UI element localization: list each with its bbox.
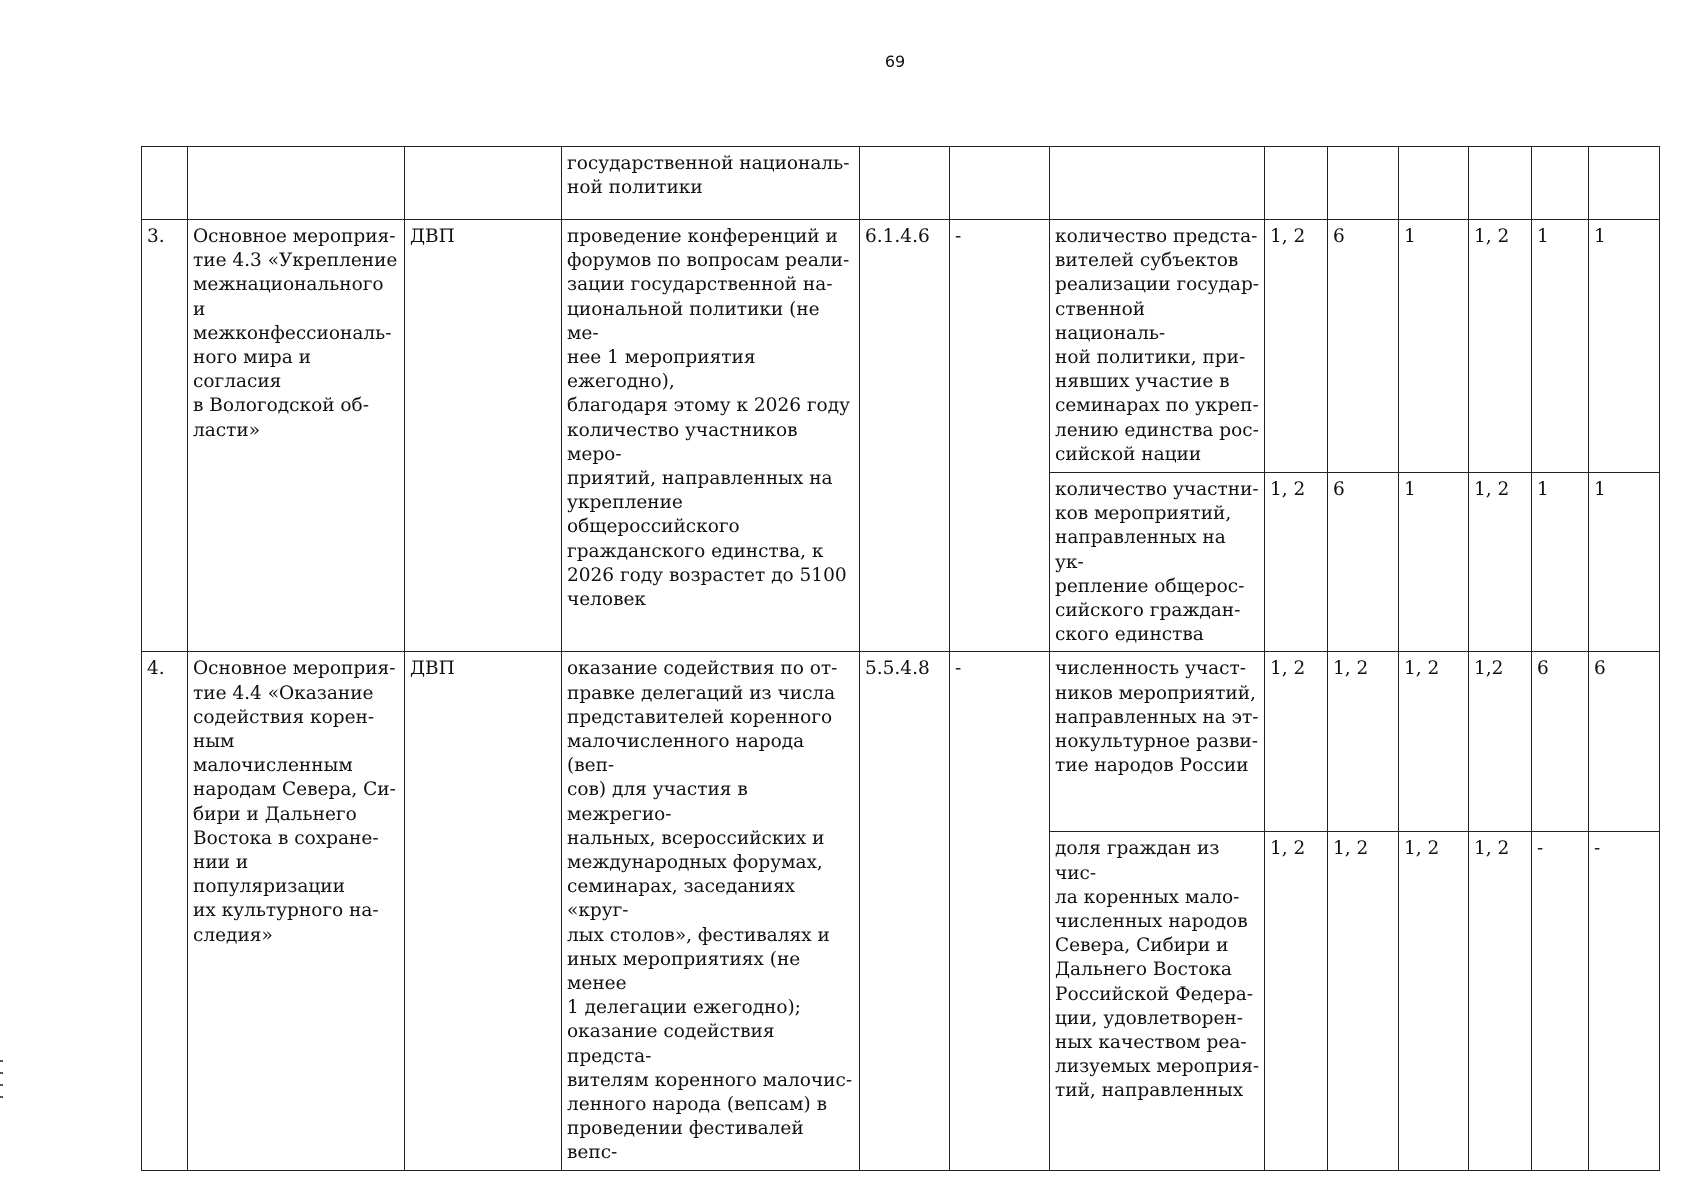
cell-event	[188, 220, 405, 652]
indicator-value: 1,2	[1474, 658, 1504, 680]
cell-num	[142, 147, 188, 220]
scan-mark	[0, 1096, 3, 1098]
indicator-name: численность участ- ников мероприятий, направленных на эт- нокультурное разви- тие народов России	[1055, 658, 1259, 777]
scan-mark	[0, 1084, 3, 1086]
cell-link	[950, 220, 1050, 652]
cell-value	[1265, 473, 1328, 652]
continuation-row	[142, 147, 1660, 220]
cell-description	[562, 220, 860, 652]
cell-indicator	[1050, 832, 1265, 1170]
cell-event	[188, 147, 405, 220]
cell-value	[1328, 220, 1399, 473]
event-name: Основное мероприя- тие 4.4 «Оказание содействия корен- ным малочисленным народам Севера, Си- бири и Дальнего Востока в сохране- нии и популяризации их культурного на- следия»	[193, 658, 396, 946]
cell-description	[562, 147, 860, 220]
event-description: оказание содействия по от- правке делегаций из числа представителей коренного малочисленного народа (веп- сов) для участия в межрегио- нальных, всероссийских и международных форумах, семинарах, заседаниях «круг- лых столов», фестивалях и иных мероприятиях (не менее 1 делегации ежегодно); оказание содействия предста- вителям коренного малочис- ленного народа (вепсам) в проведении фестивалей вепс-	[567, 658, 853, 1164]
indicator-value: 1, 2	[1474, 838, 1510, 860]
indicator-value: 6	[1594, 658, 1606, 680]
indicator-value: -	[1537, 838, 1544, 860]
cell-indicator	[1050, 652, 1265, 832]
indicator-name: количество участни- ков мероприятий, направленных на ук- репление общерос- сийского граждан- ского единства	[1055, 479, 1259, 646]
indicator-value: 1, 2	[1270, 658, 1306, 680]
cell-value	[1328, 832, 1399, 1170]
indicator-value: 1	[1594, 479, 1606, 500]
indicator-name: количество предста- вителей субъектов реализации государ- ственной националь- ной политики, при- нявших участие в семинарах по укреп- лению единства рос- сийской нации	[1055, 226, 1260, 465]
cell-value	[1265, 832, 1328, 1170]
cell-value	[1399, 147, 1469, 220]
indicator-value: 1, 2	[1270, 226, 1306, 247]
indicator-value: 1	[1404, 226, 1416, 247]
cell-value	[1532, 220, 1589, 473]
cell-code	[860, 220, 950, 652]
indicator-value: 6	[1537, 658, 1549, 680]
indicator-value: 6	[1333, 226, 1345, 247]
indicator-name: доля граждан из чис- ла коренных мало- численных народов Севера, Сибири и Дальнего Востока Российской Федера- ции, удовлетворен- ных качеством реа- лизуемых мероприя- тий, направленных	[1055, 838, 1260, 1102]
code: 6.1.4.6	[865, 226, 930, 247]
indicator-value: 1, 2	[1333, 658, 1369, 680]
indicator-value: 1, 2	[1474, 479, 1510, 500]
indicator-value: 1	[1537, 479, 1549, 500]
cell-value	[1399, 652, 1469, 832]
row-number: 3.	[147, 226, 165, 247]
indicator-value: -	[1594, 838, 1601, 860]
indicator-value: 1	[1537, 226, 1549, 247]
cell-executor	[405, 147, 562, 220]
cell-indicator	[1050, 147, 1265, 220]
cell-value	[1469, 473, 1532, 652]
link-value: -	[955, 658, 962, 680]
cell-value	[1399, 220, 1469, 473]
indicator-value: 1	[1404, 479, 1416, 500]
indicator-value: 1	[1594, 226, 1606, 247]
page-number: 69	[884, 52, 906, 71]
cell-value	[1532, 652, 1589, 832]
cell-value	[1265, 220, 1328, 473]
cell-value	[1532, 473, 1589, 652]
cell-value	[1328, 147, 1399, 220]
description-text: государственной националь- ной политики	[567, 153, 850, 199]
cell-value	[1589, 473, 1660, 652]
program-events-table	[141, 146, 1660, 1171]
cell-value	[1469, 147, 1532, 220]
indicator-value: 1, 2	[1333, 838, 1369, 860]
cell-value	[1589, 147, 1660, 220]
cell-description	[562, 652, 860, 1170]
link-value: -	[955, 226, 962, 247]
indicator-value: 1, 2	[1474, 226, 1510, 247]
cell-link	[950, 147, 1050, 220]
cell-value	[1399, 473, 1469, 652]
cell-value	[1532, 832, 1589, 1170]
cell-link	[950, 652, 1050, 1170]
cell-indicator	[1050, 220, 1265, 473]
cell-value	[1589, 652, 1660, 832]
table-row	[142, 220, 1660, 473]
cell-indicator	[1050, 473, 1265, 652]
executor: ДВП	[410, 658, 455, 680]
indicator-value: 6	[1333, 479, 1345, 500]
indicator-value: 1, 2	[1404, 658, 1440, 680]
scan-mark	[0, 1060, 3, 1062]
indicator-value: 1, 2	[1270, 479, 1306, 500]
cell-event	[188, 652, 405, 1170]
cell-value	[1265, 147, 1328, 220]
event-name: Основное мероприя- тие 4.3 «Укрепление межнационального и межконфессиональ- ного мира и согласия в Вологодской об- ласти»	[193, 226, 398, 441]
cell-code	[860, 147, 950, 220]
row-number: 4.	[147, 658, 165, 680]
cell-value	[1328, 473, 1399, 652]
cell-value	[1469, 832, 1532, 1170]
code: 5.5.4.8	[865, 658, 930, 680]
indicator-value: 1, 2	[1404, 838, 1440, 860]
scan-mark	[0, 1072, 3, 1074]
cell-value	[1589, 832, 1660, 1170]
cell-num	[142, 652, 188, 1170]
cell-executor	[405, 220, 562, 652]
cell-value	[1399, 832, 1469, 1170]
cell-num	[142, 220, 188, 652]
cell-value	[1328, 652, 1399, 832]
cell-value	[1589, 220, 1660, 473]
cell-value	[1532, 147, 1589, 220]
cell-executor	[405, 652, 562, 1170]
executor: ДВП	[410, 226, 455, 247]
cell-value	[1469, 652, 1532, 832]
event-description: проведение конференций и форумов по вопросам реали- зации государственной на- циональной политики (не ме- нее 1 мероприятия ежегодно), благодаря этому к 2026 году количество участников меро- приятий, направленных на укрепление общероссийского гражданского единства, к 2026 году возрастет до 5100 человек	[567, 226, 850, 611]
cell-value	[1265, 652, 1328, 832]
cell-value	[1469, 220, 1532, 473]
cell-code	[860, 652, 950, 1170]
table-row	[142, 652, 1660, 832]
indicator-value: 1, 2	[1270, 838, 1306, 860]
